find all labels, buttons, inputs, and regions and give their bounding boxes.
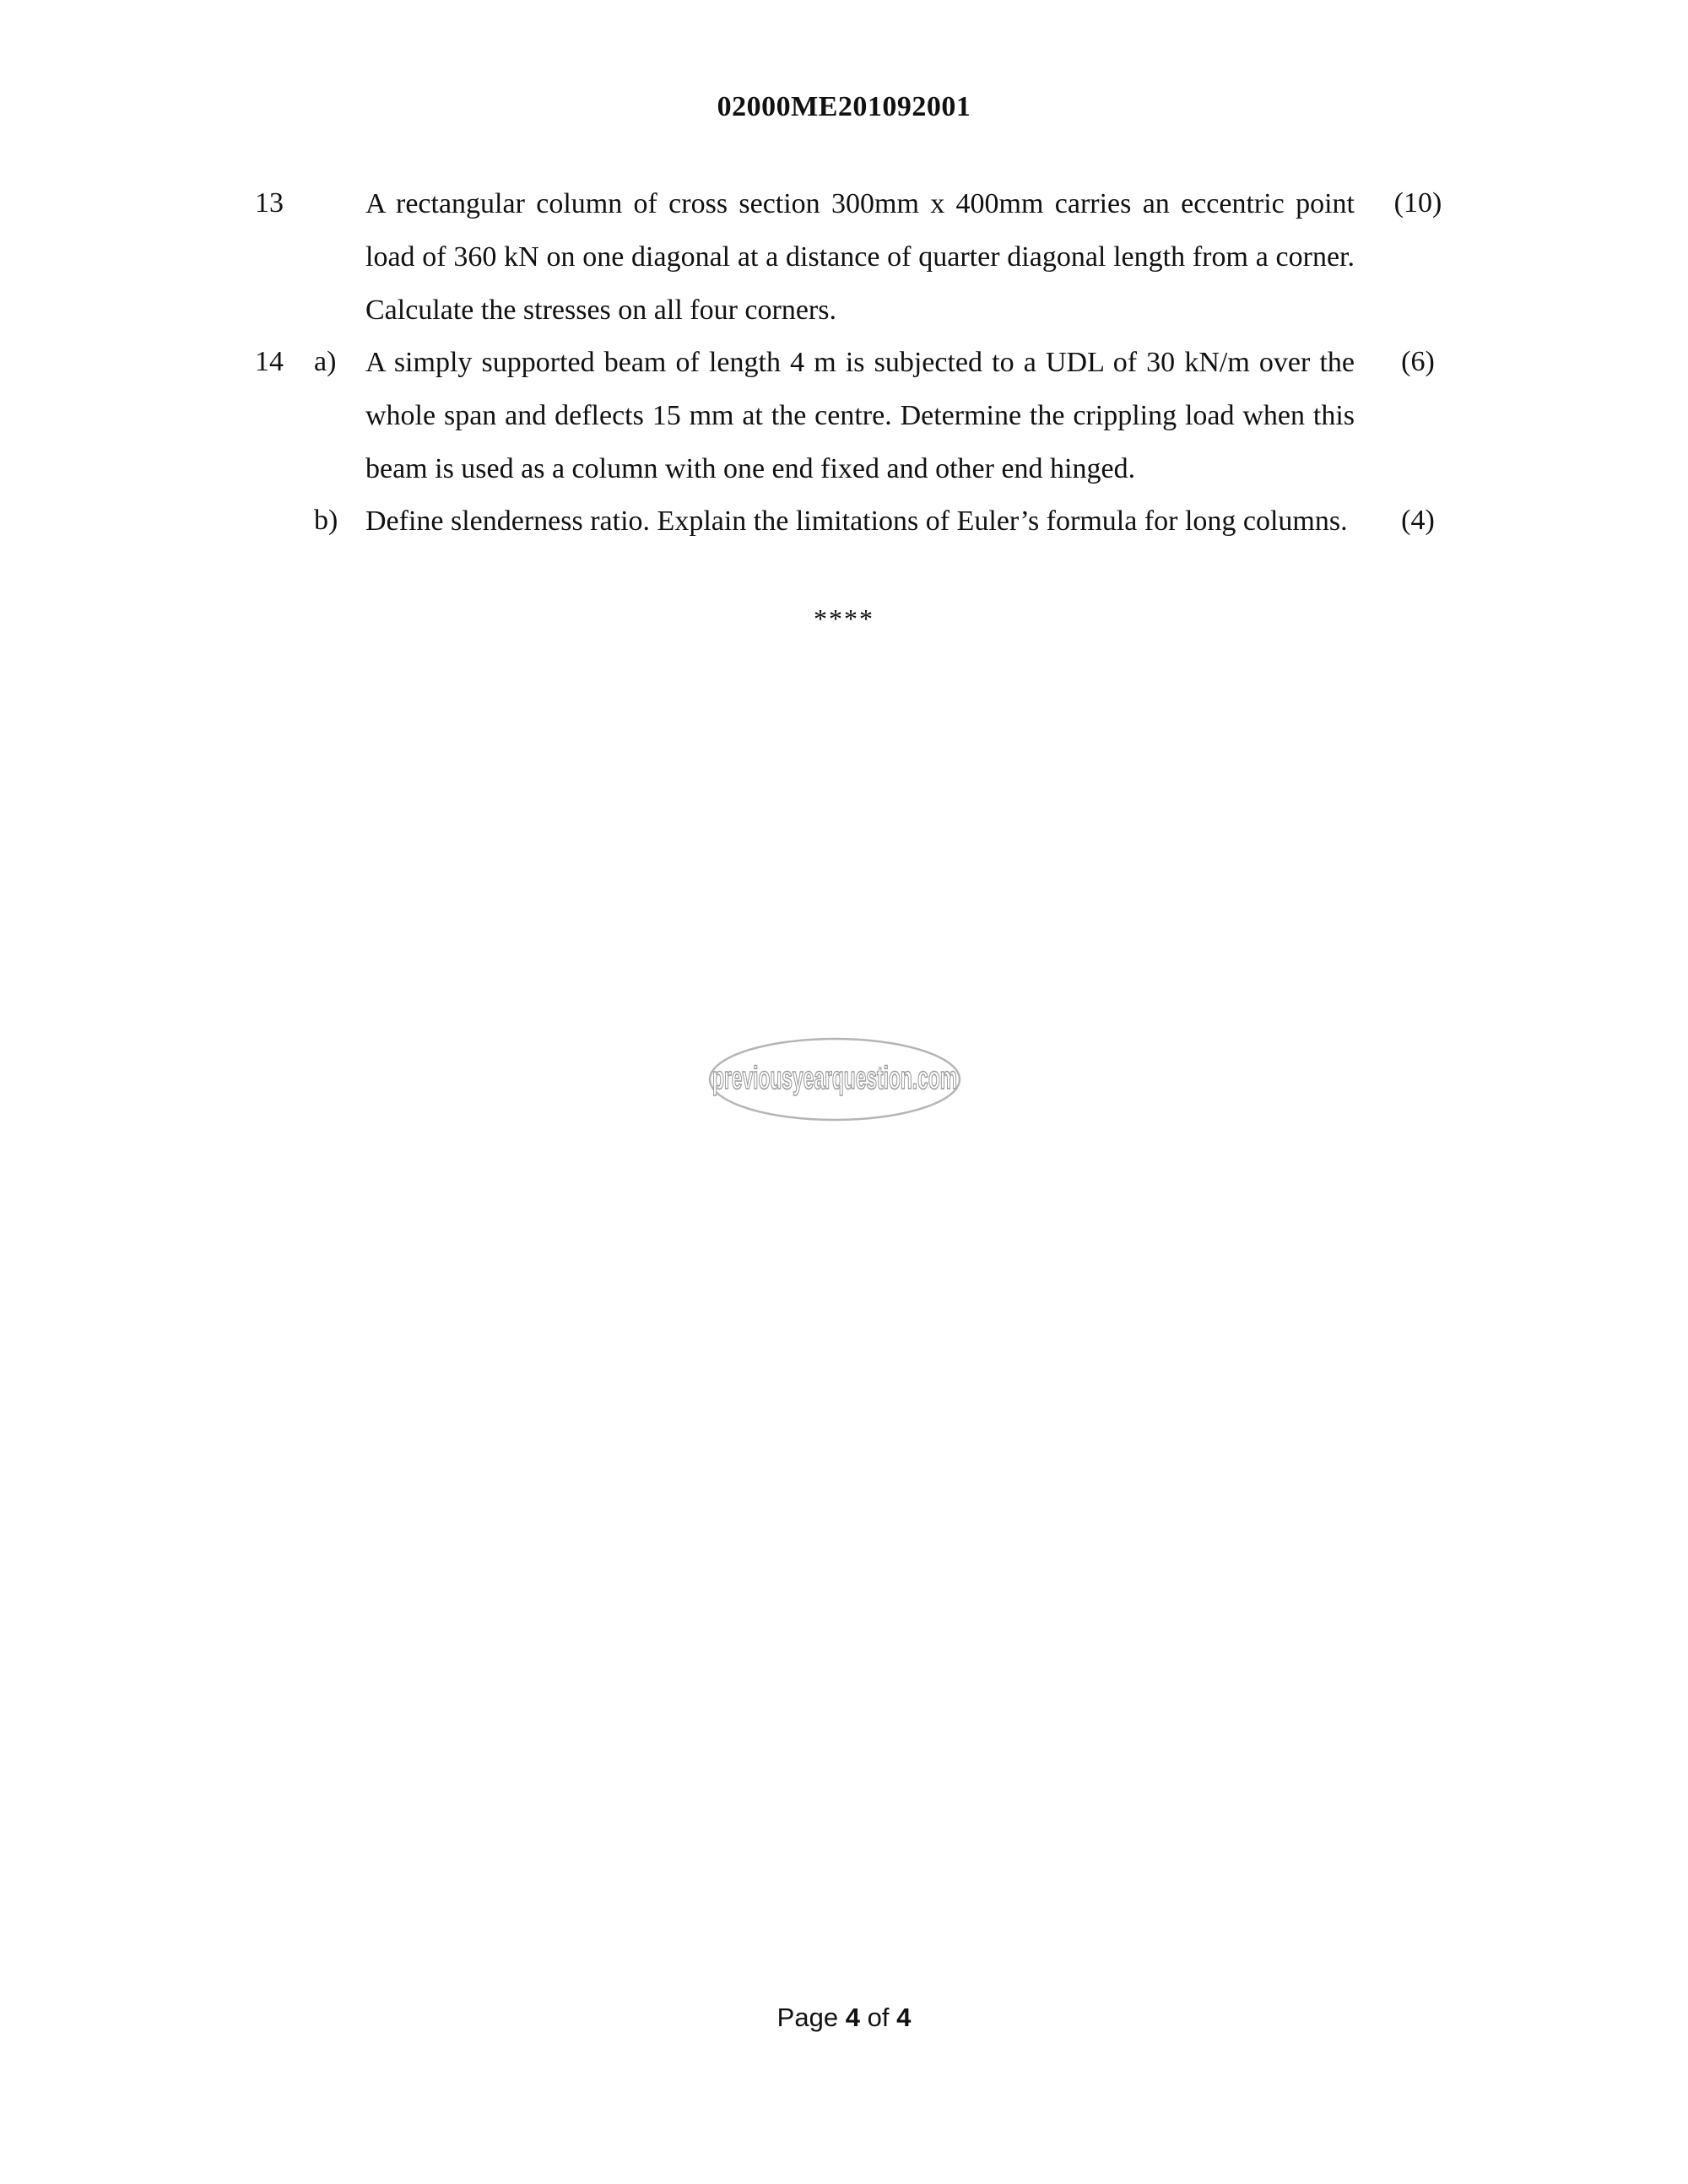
question-subpart: b) — [314, 505, 338, 536]
question-number: 13 — [255, 187, 284, 219]
question-text: A simply supported beam of length 4 m is subjected to a UDL of 30 kN/m over the whole span and deflects 15 mm at the centre. Determine the crippling load when this beam is used as a column with one end fixed and other end hinged. — [365, 347, 1355, 484]
end-of-paper-mark: **** — [814, 603, 874, 634]
watermark-text: previousyearquestion.com — [712, 1061, 957, 1096]
page-footer — [0, 2003, 1688, 2033]
question-marks: (10) — [1393, 187, 1442, 219]
footer-prefix: Page — [776, 2003, 839, 2032]
watermark-logo — [707, 1036, 962, 1122]
question-subpart: a) — [314, 346, 337, 377]
question-marks: (6) — [1401, 346, 1435, 377]
question-number: 14 — [255, 346, 284, 377]
question-text: Define slenderness ratio. Explain the limitations of Euler’s formula for long columns. — [365, 505, 1348, 537]
question-marks: (4) — [1401, 505, 1435, 536]
question-text: A rectangular column of cross section 300mm x 400mm carries an eccentric point load of 360 kN on one diagonal at a distance of quarter diagonal length from a corner. Calculate the stresses on all four corners. — [365, 188, 1355, 326]
total-page-count: 4 — [896, 2003, 912, 2032]
current-page-number: 4 — [845, 2003, 860, 2032]
document-code: 02000ME201092001 — [717, 91, 971, 122]
footer-separator: of — [867, 2003, 890, 2032]
